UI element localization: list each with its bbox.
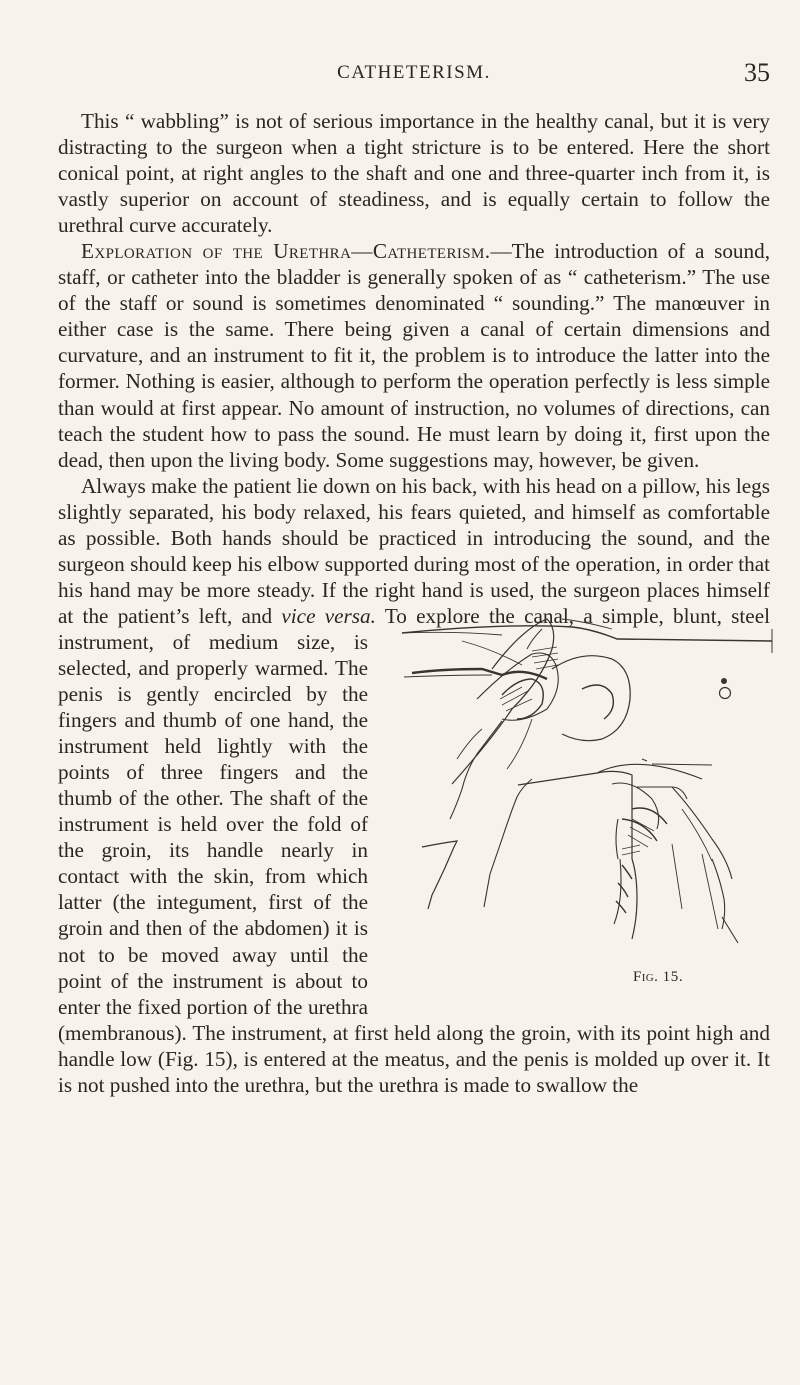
paragraph-technique: [58, 473, 770, 1098]
page-header: [58, 58, 770, 92]
page-number: 35: [744, 58, 770, 87]
body-text: [58, 108, 770, 1098]
paragraph-exploration: [58, 238, 770, 472]
paragraph-text: To explore the canal, a simple, blunt, steel instrument, of medium size, is selected, and properly warmed. The penis is gently encircled by the fingers and thumb of one hand, the instrument held lightly with the points of three fingers and the thumb of the other. The shaft of the instrument is held over the fold of the groin, its handle nearly in contact with the skin, from which latter (the integument, first of the groin and then of the abdomen) it is not to be moved away until the point of the instrument is about to enter the fixed portion of the urethra (membranous). The instrument, at first held along the groin, with its point high and handle low (Fig. 15), is entered at the meatus, and the penis is molded up over it. It is not pushed into the urethra, but the urethra is made to swallow the: [58, 603, 770, 1097]
figure-caption-label: Fig.: [633, 968, 659, 985]
section-heading: Exploration of the Urethra—Catheterism.: [81, 239, 491, 264]
figure-caption-number: 15.: [662, 968, 684, 985]
paragraph-wabbling: [58, 108, 770, 238]
emphasis-vice-versa: vice versa.: [281, 603, 376, 628]
paragraph-text: This “ wabbling” is not of serious importance in the healthy canal, but it is very distracting to the surgeon when a tight stricture is to be entered. Here the short conical point, at right angles to the shaft and one and three-quarter inch from it, is vastly superior on account of steadiness, and is equally certain to follow the urethral curve accurately.: [58, 109, 770, 238]
figure-15: [382, 609, 774, 994]
running-title: CATHETERISM.: [337, 62, 491, 83]
paragraph-text: —The introduction of a sound, staff, or catheter into the bladder is generally spoken of as “ catheterism.” The use of the staff or sound is sometimes denominated “ sounding.” The manœuver in either case is the same. There being given a canal of certain dimensions and curvature, and an instrument to fit it, the problem is to introduce the latter into the former. Nothing is easier, although to perform the operation perfectly is less simple than would at first appear. No amount of instruction, no volumes of directions, can teach the student how to pass the sound. He must learn by doing it, first upon the dead, then upon the living body. Some suggestions may, however, be given.: [58, 239, 770, 472]
paragraph-text: Always make the patient lie down on his back, with his head on a pillow, his legs slightly separated, his body relaxed, his fears quieted, and himself as comfortable as possible. Both hands should be practiced in introducing the sound, and the surgeon should keep his elbow supported during most of the operation, in order that his hand may be more steady. If the right hand is used, the surgeon places himself at the patient’s left, and: [58, 473, 770, 628]
urethra-sound-illustration: [382, 609, 774, 994]
figure-caption: [610, 964, 683, 990]
